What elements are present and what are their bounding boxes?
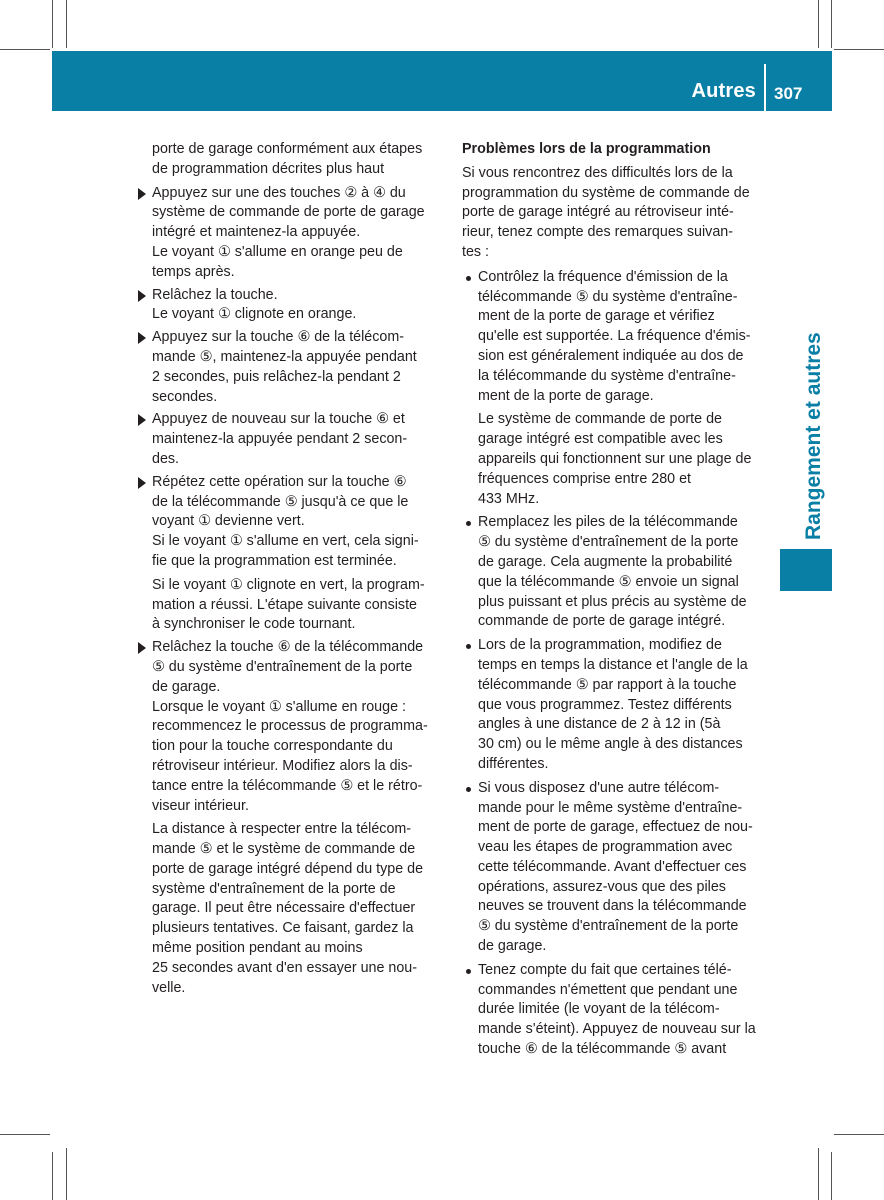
text-line: tion pour la touche correspondante du — [152, 738, 393, 755]
bullet-text — [478, 636, 772, 775]
text-line: rieur, tenez compte des remarques suivan- — [462, 224, 733, 241]
text-line: sion est généralement indiquée au dos de — [478, 347, 744, 364]
text-line: mande ⑤, maintenez-la appuyée pendant — [152, 348, 417, 365]
text-line: système d'entraînement de la porte de — [152, 880, 396, 897]
step-arrow-icon — [138, 414, 146, 426]
text-line: mande ⑤ et le système de commande de — [152, 841, 416, 858]
text-line: Répétez cette opération sur la touche ⑥ — [152, 473, 407, 490]
text-line: Le voyant ① s'allume en orange peu de — [152, 243, 403, 260]
text-line: fréquences comprise entre 280 et — [478, 470, 691, 487]
text-line: Contrôlez la fréquence d'émission de la — [478, 268, 728, 285]
text-line: neuves se trouvent dans la télécommande — [478, 898, 747, 915]
text-line: La distance à respecter entre la télécom- — [152, 821, 412, 838]
text-line: ment de porte de garage, effectuez de nou- — [478, 819, 753, 836]
text-line: tance entre la télécommande ⑤ et le rétro- — [152, 777, 423, 794]
text-line: commandes n'émettent que pendant une — [478, 981, 738, 998]
crop-mark — [66, 0, 67, 48]
text-line: temps après. — [152, 263, 235, 280]
crop-mark — [52, 1152, 53, 1200]
crop-mark — [831, 1152, 832, 1200]
text-line: de garage. Cela augmente la probabilité — [478, 553, 733, 570]
instruction-step — [138, 638, 444, 998]
bullet-dot-icon — [466, 969, 471, 974]
text-line: opérations, assurez-vous que des piles — [478, 878, 726, 895]
text-line: appareils qui fonctionnent sur une plage de — [478, 450, 752, 467]
text-line: tes : — [462, 243, 490, 260]
text-line: plus puissant et plus précis au système de — [478, 593, 747, 610]
instruction-step — [138, 410, 444, 469]
text-line: intégré et maintenez-la appuyée. — [152, 224, 361, 241]
text-line: porte de garage intégré au rétroviseur inté- — [462, 204, 734, 221]
text-line: 2 secondes, puis relâchez-la pendant 2 — [152, 368, 401, 385]
step-text — [152, 184, 444, 243]
text-line: 433 MHz. — [478, 490, 540, 507]
text-line: télécommande ⑤ du système d'entraîne- — [478, 288, 738, 305]
text-line: Si vous disposez d'une autre télécom- — [478, 779, 720, 796]
bullet-dot-icon — [466, 787, 471, 792]
bullet-item — [462, 268, 772, 510]
header-separator — [764, 64, 766, 111]
bullet-dot-icon — [466, 276, 471, 281]
text-line: angles à une distance de 2 à 12 in (5à — [478, 716, 721, 733]
text-line: Relâchez la touche. — [152, 286, 278, 303]
text-line: que la télécommande ⑤ envoie un signal — [478, 573, 739, 590]
text-line: Relâchez la touche ⑥ de la télécommande — [152, 639, 424, 656]
text-line: secondes. — [152, 388, 218, 405]
step-arrow-icon — [138, 477, 146, 489]
text-line: mande pour le même système d'entraîne- — [478, 799, 743, 816]
text-line: ment de la porte de garage. — [478, 387, 654, 404]
step-result — [152, 820, 444, 998]
text-line: Appuyez sur la touche ⑥ de la télécom- — [152, 329, 405, 346]
bullet-dot-icon — [466, 644, 471, 649]
text-line: ⑤ du système d'entraînement de la porte — [478, 534, 739, 551]
text-line: 25 secondes avant d'en essayer une nou- — [152, 959, 418, 976]
text-line: temps en temps la distance et l'angle de la — [478, 656, 748, 673]
crop-mark — [831, 0, 832, 48]
step-arrow-icon — [138, 290, 146, 302]
crop-mark — [818, 1148, 819, 1200]
crop-mark — [66, 1148, 67, 1200]
text-line: cette télécommande. Avant d'effectuer ces — [478, 858, 747, 875]
step-arrow-icon — [138, 188, 146, 200]
bullet-note — [478, 410, 772, 509]
text-line: système de commande de porte de garage — [152, 204, 425, 221]
text-line: velle. — [152, 979, 186, 996]
text-line: télécommande ⑤ par rapport à la touche — [478, 676, 737, 693]
text-line: 30 cm) ou le même angle à des distances — [478, 736, 743, 753]
text-line: à synchroniser le code tournant. — [152, 616, 356, 633]
text-line: Le système de commande de porte de — [478, 411, 722, 428]
text-line: porte de garage conformément aux étapes — [152, 141, 423, 157]
crop-mark — [52, 0, 53, 48]
text-line: ⑤ du système d'entraînement de la porte — [478, 918, 739, 935]
bullet-text — [478, 961, 772, 1060]
crop-mark — [834, 1134, 884, 1135]
side-tab — [802, 316, 842, 546]
text-line: Appuyez sur une des touches ② à ④ du — [152, 184, 406, 201]
text-line: Lorsque le voyant ① s'allume en rouge : — [152, 698, 406, 715]
instruction-step — [138, 184, 444, 283]
step-text — [152, 286, 444, 306]
text-line: recommencez le processus de programma- — [152, 718, 428, 735]
bullet-item — [462, 961, 772, 1060]
section-title: Autres — [691, 80, 756, 102]
step-text — [152, 473, 444, 532]
bullet-text — [478, 513, 772, 632]
step-text — [152, 410, 444, 469]
instruction-step — [138, 328, 444, 407]
crop-mark — [0, 49, 50, 50]
crop-mark — [834, 49, 884, 50]
text-line: voyant ① devienne vert. — [152, 513, 305, 530]
text-line: de programmation décrites plus haut — [152, 160, 385, 177]
page-number: 307 — [774, 84, 803, 103]
step-arrow-icon — [138, 332, 146, 344]
text-line: rétroviseur intérieur. Modifiez alors la dis- — [152, 757, 413, 774]
side-tab-label: Rangement et autres — [802, 332, 825, 540]
text-line: Si vous rencontrez des difficultés lors de la — [462, 164, 733, 181]
text-line: viseur intérieur. — [152, 797, 249, 814]
bullet-item — [462, 513, 772, 632]
text-line: Appuyez de nouveau sur la touche ⑥ et — [152, 411, 405, 428]
text-line: mande s'éteint). Appuyez de nouveau sur la — [478, 1021, 756, 1038]
text-line: mation a réussi. L'étape suivante consiste — [152, 596, 417, 613]
text-line: ⑤ du système d'entraînement de la porte — [152, 658, 413, 675]
instruction-step — [138, 286, 444, 326]
left-column — [138, 140, 444, 1001]
text-line: Si le voyant ① clignote en vert, la program- — [152, 576, 425, 593]
text-line: qu'elle est supportée. La fréquence d'émis- — [478, 328, 751, 345]
text-line: Si le voyant ① s'allume en vert, cela signi- — [152, 533, 419, 550]
text-line: différentes. — [478, 755, 549, 772]
text-line: garage intégré est compatible avec les — [478, 431, 723, 448]
step-result — [152, 305, 444, 325]
text-line: commande de porte de garage intégré. — [478, 613, 726, 630]
crop-mark — [0, 1134, 50, 1135]
bullet-dot-icon — [466, 521, 471, 526]
instruction-step — [138, 473, 444, 635]
text-line: Tenez compte du fait que certaines télé- — [478, 961, 732, 978]
text-line: veau les étapes de programmation avec — [478, 839, 733, 856]
intro-paragraph — [462, 164, 772, 263]
bullet-text — [478, 779, 772, 957]
side-tab-marker — [780, 549, 832, 591]
step-result — [152, 698, 444, 817]
text-line: des. — [152, 450, 180, 467]
text-line: durée limitée (le voyant de la télécom- — [478, 1001, 720, 1018]
step-result — [152, 532, 444, 572]
continuation-paragraph — [138, 140, 444, 180]
text-line: ment de la porte de garage et vérifiez — [478, 308, 715, 325]
step-result — [152, 243, 444, 283]
text-line: touche ⑥ de la télécommande ⑤ avant — [478, 1041, 727, 1058]
text-line: fie que la programmation est terminée. — [152, 552, 397, 569]
text-line: de la télécommande ⑤ jusqu'à ce que le — [152, 493, 409, 510]
bullet-item — [462, 779, 772, 957]
step-text — [152, 638, 444, 697]
text-line: que vous programmez. Testez différents — [478, 696, 732, 713]
text-line: de garage. — [478, 938, 547, 955]
right-column — [462, 140, 772, 1064]
text-line: plusieurs tentatives. Ce faisant, gardez la — [152, 920, 414, 937]
text-line: porte de garage intégré dépend du type de — [152, 860, 424, 877]
step-result — [152, 576, 444, 635]
text-line: de garage. — [152, 678, 221, 695]
text-line: garage. Il peut être nécessaire d'effectuer — [152, 900, 416, 917]
bullet-text — [478, 268, 772, 407]
bullet-item — [462, 636, 772, 775]
text-line: Le voyant ① clignote en orange. — [152, 306, 357, 323]
step-arrow-icon — [138, 642, 146, 654]
crop-mark — [818, 0, 819, 48]
section-heading: Problèmes lors de la programmation — [462, 141, 711, 157]
text-line: programmation du système de commande de — [462, 184, 750, 201]
text-line: Remplacez les piles de la télécommande — [478, 514, 738, 531]
text-line: maintenez-la appuyée pendant 2 secon- — [152, 431, 408, 448]
text-line: Lors de la programmation, modifiez de — [478, 637, 722, 654]
text-line: la télécommande du système d'entraîne- — [478, 367, 736, 384]
text-line: même position pendant au moins — [152, 940, 363, 957]
step-text — [152, 328, 444, 407]
